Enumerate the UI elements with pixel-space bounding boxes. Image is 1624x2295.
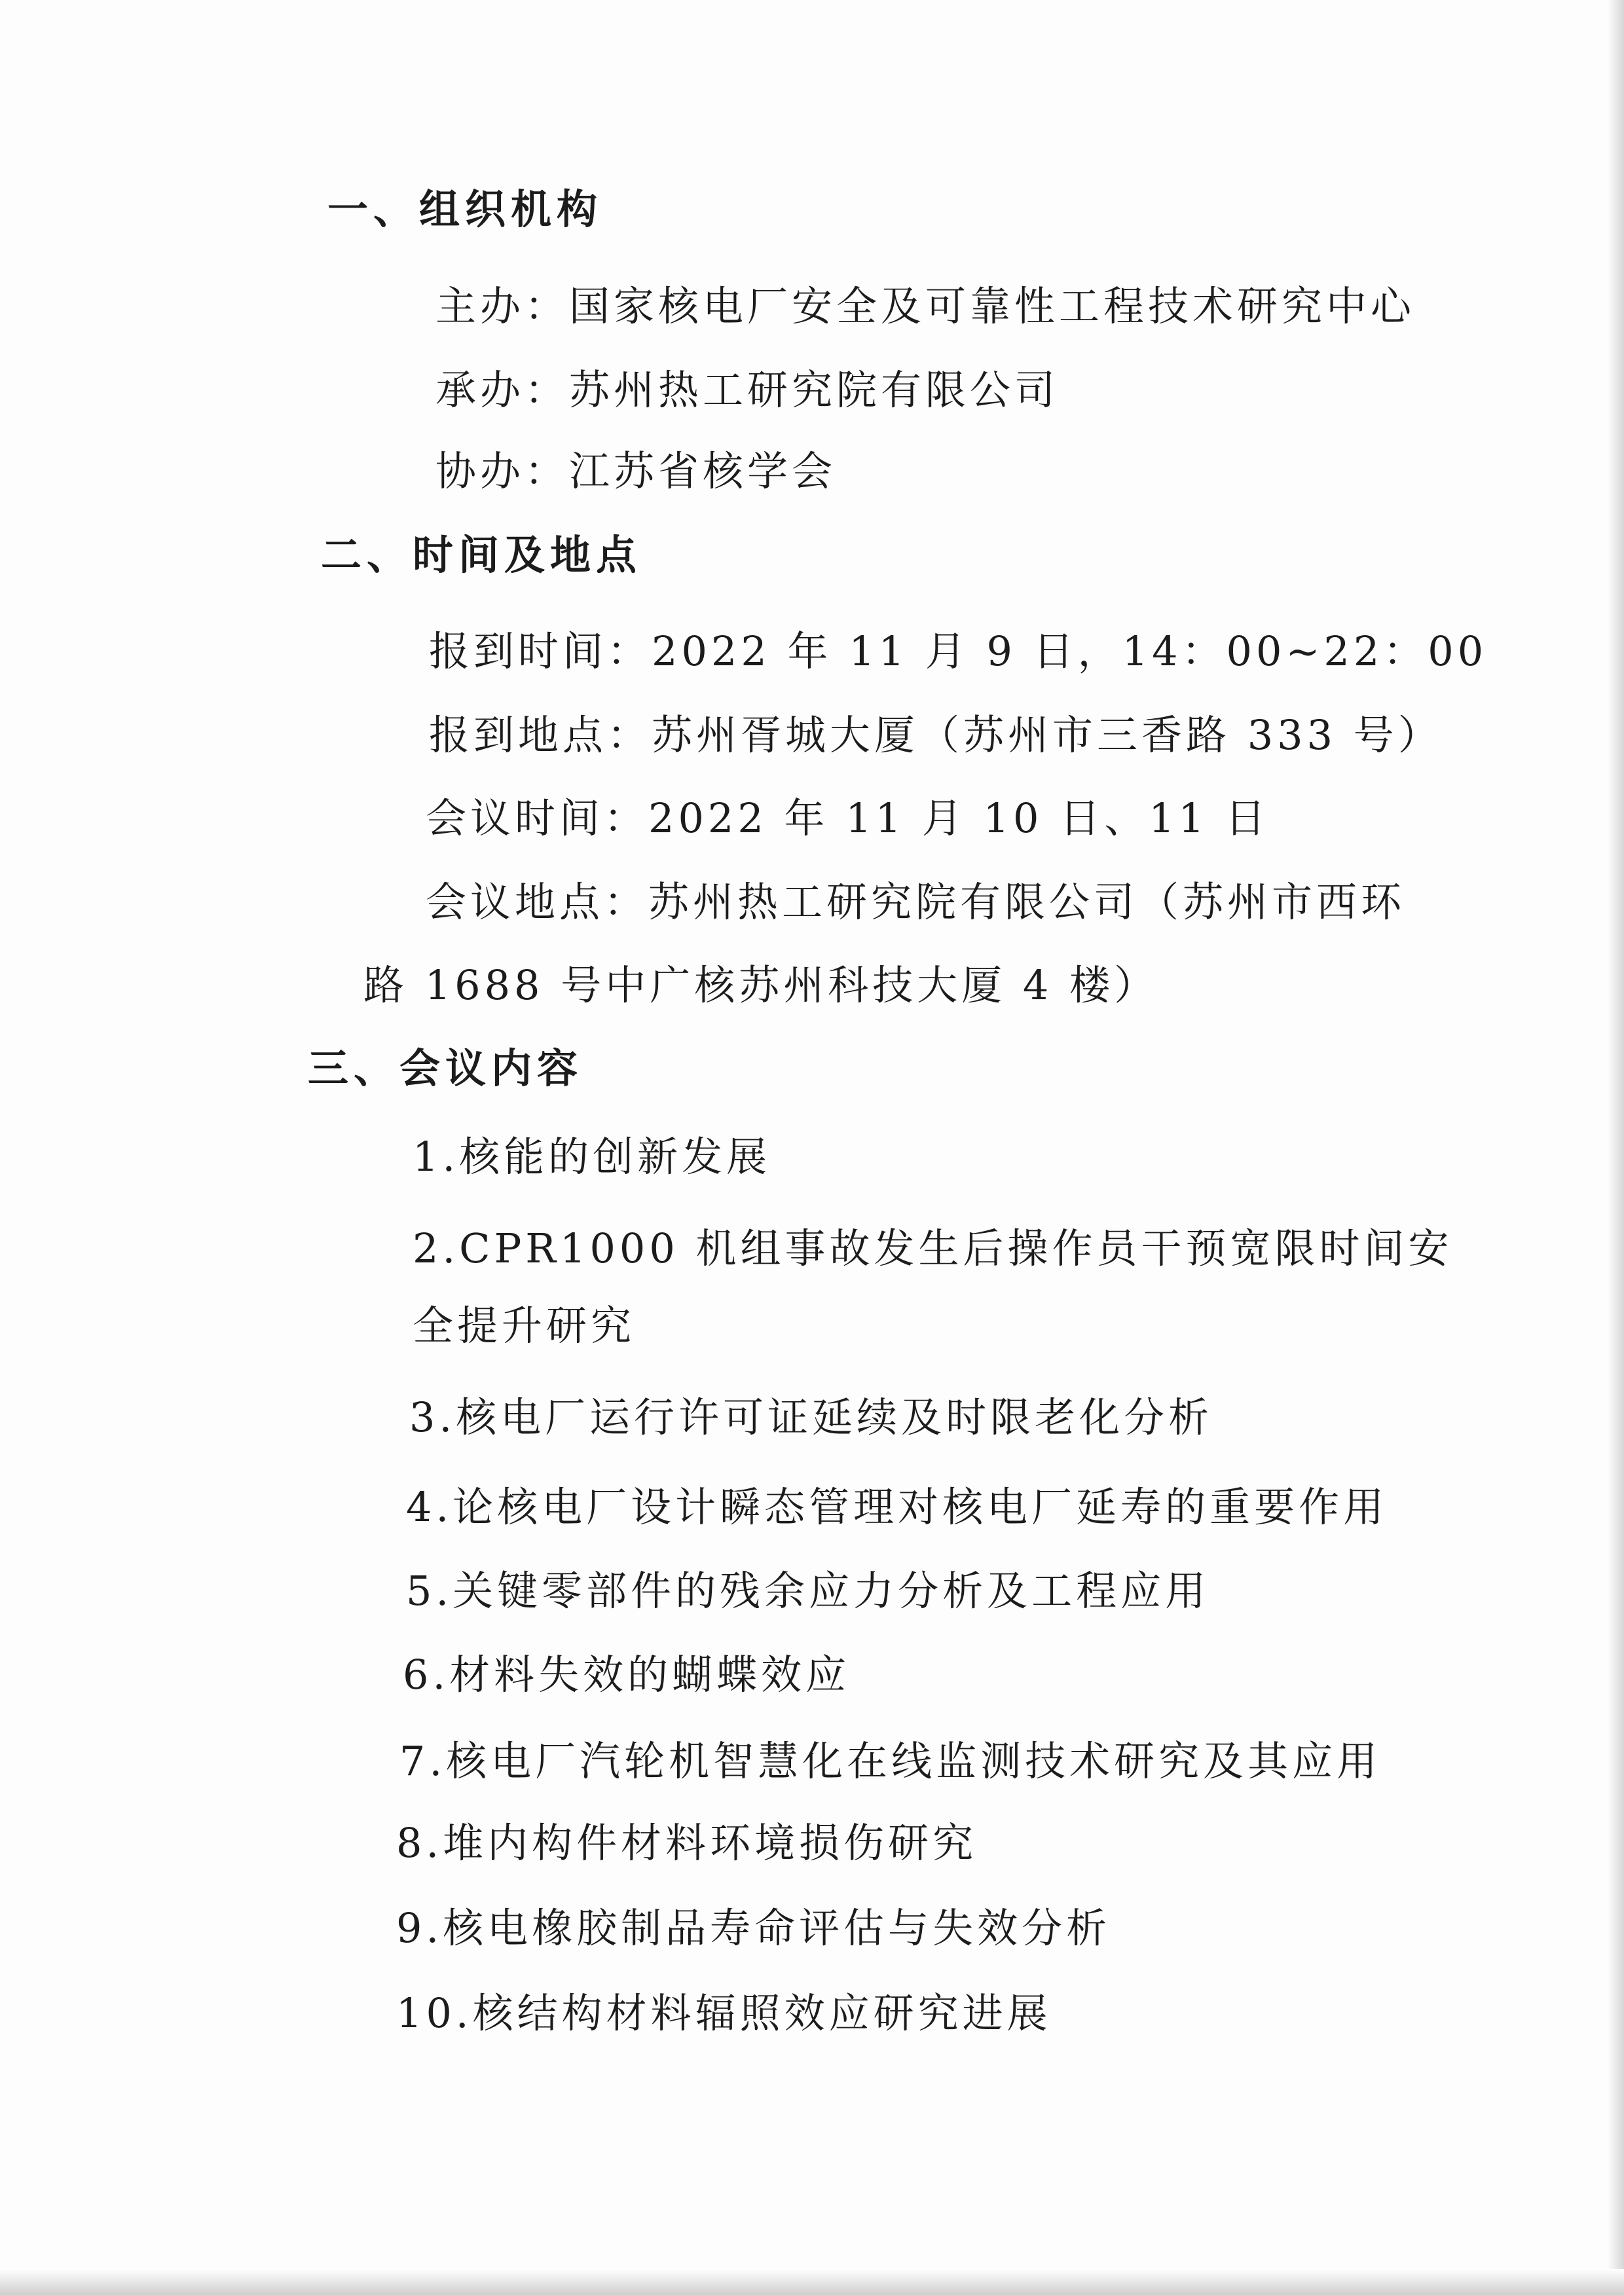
list-item: 6.材料失效的蝴蝶效应 [403, 1651, 851, 1698]
list-item: 10.核结构材料辐照效应研究进展 [396, 1989, 1052, 2037]
list-item: 8.堆内构件材料环境损伤研究 [396, 1819, 978, 1867]
organizer-line: 承办：苏州热工研究院有限公司 [435, 366, 1060, 414]
scan-edge-bottom [0, 2269, 1624, 2295]
meeting-place-line-2: 路 1688 号中广核苏州科技大厦 4 楼） [363, 961, 1159, 1009]
section-heading-organization: 一、组织机构 [327, 185, 603, 233]
list-item: 4.论核电厂设计瞬态管理对核电厂延寿的重要作用 [406, 1483, 1388, 1531]
scan-edge-right [1607, 0, 1624, 2295]
list-item: 1.核能的创新发展 [413, 1133, 771, 1181]
checkin-time-line: 报到时间：2022 年 11 月 9 日，14：00~22：00 [429, 627, 1488, 675]
list-item: 3.核电厂运行许可证延续及时限老化分析 [409, 1393, 1213, 1441]
meeting-place-line-1: 会议地点：苏州热工研究院有限公司（苏州市西环 [426, 878, 1406, 926]
section-heading-time-place: 二、时间及地点 [321, 531, 642, 579]
checkin-place-line: 报到地点：苏州胥城大厦（苏州市三香路 333 号） [429, 711, 1443, 759]
list-item: 2.CPR1000 机组事故发生后操作员干预宽限时间安 [413, 1224, 1453, 1272]
list-item: 7.核电厂汽轮机智慧化在线监测技术研究及其应用 [399, 1737, 1382, 1785]
meeting-time-line: 会议时间：2022 年 11 月 10 日、11 日 [426, 794, 1270, 842]
section-heading-content: 三、会议内容 [308, 1044, 583, 1092]
list-item: 全提升研究 [413, 1302, 636, 1349]
list-item: 5.关键零部件的残余应力分析及工程应用 [406, 1567, 1210, 1615]
list-item: 9.核电橡胶制品寿命评估与失效分析 [396, 1904, 1111, 1952]
co-organizer-line: 协办：江苏省核学会 [435, 447, 837, 495]
host-line: 主办：国家核电厂安全及可靠性工程技术研究中心 [435, 282, 1416, 330]
